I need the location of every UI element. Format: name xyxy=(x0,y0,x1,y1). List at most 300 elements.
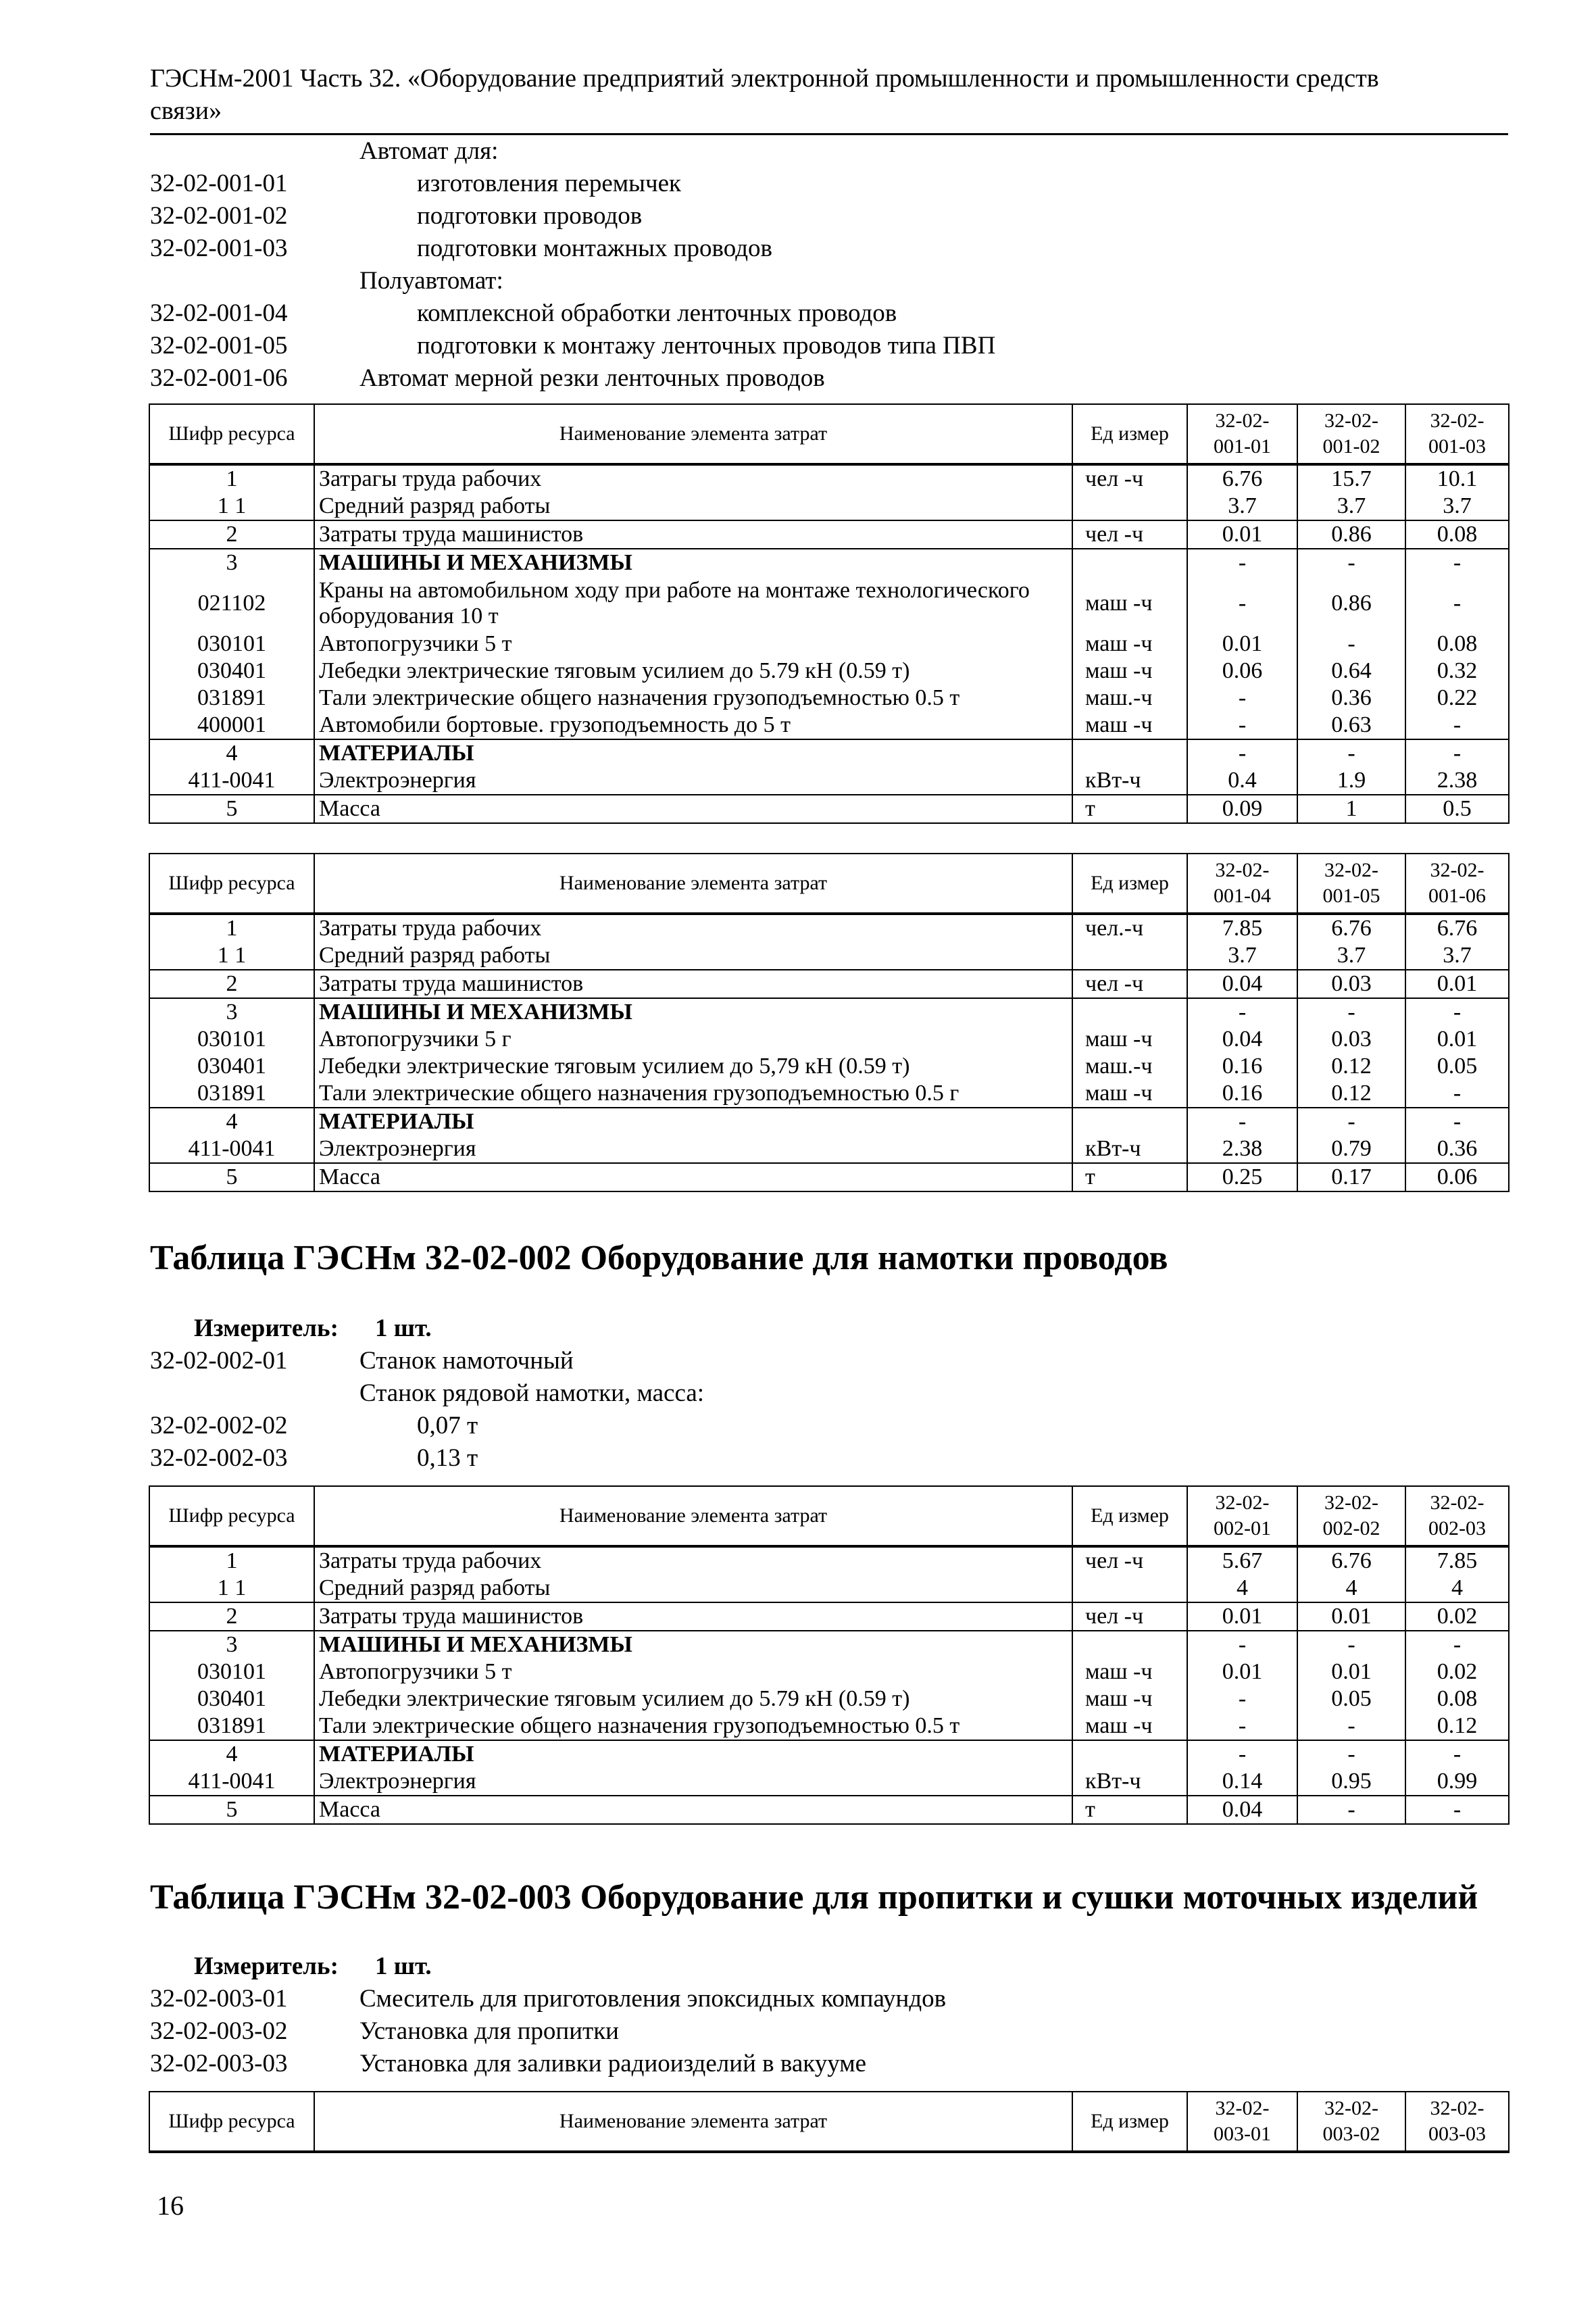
row-unit: чел -ч xyxy=(1072,520,1187,549)
code-description: подготовки монтажных проводов xyxy=(417,235,772,262)
row-cost-name: МАТЕРИАЛЫ xyxy=(314,1740,1072,1768)
row-cost-name: Автопогрузчики 5 т xyxy=(314,1658,1072,1685)
row-value: 0.32 xyxy=(1405,658,1509,685)
resource-code: 32-02-003-01 xyxy=(150,1985,288,2013)
row-unit: чел -ч xyxy=(1072,970,1187,998)
row-value: 3.7 xyxy=(1297,942,1405,970)
row-value: - xyxy=(1405,1740,1509,1768)
section3-measure xyxy=(150,1950,1508,1983)
row-value: 0.25 xyxy=(1187,1163,1297,1191)
measure-value: 1 шт. xyxy=(375,1952,432,1980)
row-value: - xyxy=(1405,739,1509,767)
code-description: Установка для заливки радиоизделий в вакууме xyxy=(359,2050,867,2077)
header-norm-code-line-2: 001-04 xyxy=(1214,885,1271,907)
resource-code: 32-02-003-02 xyxy=(150,2017,288,2045)
row-unit xyxy=(1072,998,1187,1026)
row-value: 5.67 xyxy=(1187,1546,1297,1575)
row-unit: чел.-ч xyxy=(1072,914,1187,942)
row-cost-name: Средний разряд работы xyxy=(314,493,1072,520)
table-row xyxy=(149,1026,1509,1053)
table-row xyxy=(149,464,1509,493)
code-list-row xyxy=(150,200,1508,232)
header-norm-code-line-2: 001-06 xyxy=(1428,885,1486,907)
table-row xyxy=(149,739,1509,767)
header-norm-code-line-2: 001-02 xyxy=(1322,435,1380,458)
table-row xyxy=(149,1740,1509,1768)
row-value: 3.7 xyxy=(1187,493,1297,520)
row-value: - xyxy=(1187,1631,1297,1658)
code-description: изготовления перемычек xyxy=(417,170,682,197)
header-norm-code-line-1: 32-02- xyxy=(1430,859,1485,881)
row-value: 0.03 xyxy=(1297,1026,1405,1053)
page-number: 16 xyxy=(157,2190,184,2221)
row-unit: маш.-ч xyxy=(1072,1053,1187,1080)
code-list-row xyxy=(150,265,1508,297)
header-norm-code-line-1: 32-02- xyxy=(1430,2097,1485,2119)
row-value: - xyxy=(1187,1740,1297,1768)
row-value: 0.4 xyxy=(1187,767,1297,795)
row-cost-name: Лебедки электрические тяговым усилием до 5,79 кН (0.59 т) xyxy=(314,1053,1072,1080)
section2-code-list xyxy=(150,1345,1508,1475)
row-value: 1 xyxy=(1297,795,1405,823)
row-value: - xyxy=(1297,631,1405,658)
row-unit: чел -ч xyxy=(1072,1602,1187,1631)
table-row xyxy=(149,795,1509,823)
row-value: 0.12 xyxy=(1297,1053,1405,1080)
resource-code: 32-02-002-02 xyxy=(150,1412,288,1439)
row-resource-code: 2 xyxy=(149,520,314,549)
table-row xyxy=(149,493,1509,520)
row-value: - xyxy=(1405,1108,1509,1135)
row-value: - xyxy=(1187,685,1297,712)
row-value: 0.08 xyxy=(1405,1685,1509,1713)
row-unit: чел -ч xyxy=(1072,464,1187,493)
header-code: Шифр ресурса xyxy=(149,2092,314,2152)
header-norm-code xyxy=(1297,2092,1405,2152)
row-value: 0.01 xyxy=(1187,520,1297,549)
code-list-row xyxy=(150,297,1508,330)
row-cost-name: Электроэнергия xyxy=(314,1135,1072,1163)
row-value: 0.86 xyxy=(1297,576,1405,631)
row-unit xyxy=(1072,942,1187,970)
code-description: Автомат для: xyxy=(359,137,499,165)
row-resource-code: 031891 xyxy=(149,685,314,712)
row-cost-name: МАТЕРИАЛЫ xyxy=(314,1108,1072,1135)
row-unit: маш.-ч xyxy=(1072,685,1187,712)
row-cost-name: МАШИНЫ И МЕХАНИЗМЫ xyxy=(314,549,1072,576)
code-list-row xyxy=(150,2015,1508,2048)
header-norm-code-line-1: 32-02- xyxy=(1324,410,1378,432)
row-resource-code: 4 xyxy=(149,1740,314,1768)
resource-code: 32-02-001-03 xyxy=(150,235,288,262)
row-value: - xyxy=(1297,1740,1405,1768)
row-unit xyxy=(1072,739,1187,767)
row-value: 4 xyxy=(1405,1575,1509,1602)
resource-table-003 xyxy=(149,2091,1510,2153)
table-row xyxy=(149,1163,1509,1191)
code-description: Полуавтомат: xyxy=(359,267,503,295)
header-norm-code-line-1: 32-02- xyxy=(1430,410,1485,432)
row-value: - xyxy=(1187,1685,1297,1713)
code-description: Станок рядовой намотки, масса: xyxy=(359,1379,705,1407)
section3-title: Таблица ГЭСНм 32-02-003 Оборудование для пропитки и сушки моточных изделий xyxy=(150,1878,1478,1917)
row-resource-code: 030401 xyxy=(149,1053,314,1080)
header-norm-code-line-2: 001-03 xyxy=(1428,435,1486,458)
header-unit: Ед измер xyxy=(1072,2092,1187,2152)
row-value: - xyxy=(1187,1713,1297,1740)
row-value: 4 xyxy=(1187,1575,1297,1602)
code-description: подготовки проводов xyxy=(417,202,643,230)
table-row xyxy=(149,914,1509,942)
row-cost-name: Масса xyxy=(314,1163,1072,1191)
header-norm-code-line-2: 003-02 xyxy=(1322,2123,1380,2145)
row-value: - xyxy=(1187,576,1297,631)
row-resource-code: 1 1 xyxy=(149,1575,314,1602)
row-value: 4 xyxy=(1297,1575,1405,1602)
row-value: 7.85 xyxy=(1405,1546,1509,1575)
resource-code: 32-02-003-03 xyxy=(150,2050,288,2077)
row-value: - xyxy=(1297,1108,1405,1135)
row-value: - xyxy=(1405,576,1509,631)
row-unit: маш -ч xyxy=(1072,631,1187,658)
table-row xyxy=(149,549,1509,576)
row-value: 0.04 xyxy=(1187,1796,1297,1824)
table-row xyxy=(149,1658,1509,1685)
code-list-row xyxy=(150,1442,1508,1475)
row-unit xyxy=(1072,493,1187,520)
row-cost-name: МАТЕРИАЛЫ xyxy=(314,739,1072,767)
measure-label: Измеритель: xyxy=(194,1314,339,1342)
row-value: 0.04 xyxy=(1187,970,1297,998)
table-row xyxy=(149,1135,1509,1163)
code-list-row xyxy=(150,168,1508,200)
code-list-row xyxy=(150,135,1508,168)
row-value: - xyxy=(1187,739,1297,767)
header-norm-code-line-2: 003-01 xyxy=(1214,2123,1271,2145)
header-code: Шифр ресурса xyxy=(149,404,314,464)
row-value: 0.16 xyxy=(1187,1080,1297,1108)
running-header xyxy=(150,62,1508,127)
row-unit xyxy=(1072,549,1187,576)
row-value: 0.63 xyxy=(1297,712,1405,739)
table-row xyxy=(149,1053,1509,1080)
code-description: комплексной обработки ленточных проводов xyxy=(417,299,897,327)
row-cost-name: Затрагы труда рабочих xyxy=(314,464,1072,493)
row-value: 0.01 xyxy=(1187,1658,1297,1685)
row-value: - xyxy=(1187,712,1297,739)
table-row xyxy=(149,1546,1509,1575)
header-norm-code-line-2: 002-03 xyxy=(1428,1517,1486,1540)
header-norm-code-line-2: 002-01 xyxy=(1214,1517,1271,1540)
row-resource-code: 5 xyxy=(149,1163,314,1191)
row-value: 0.06 xyxy=(1187,658,1297,685)
table-row xyxy=(149,712,1509,739)
row-value: 0.5 xyxy=(1405,795,1509,823)
row-value: - xyxy=(1187,1108,1297,1135)
row-value: 0.09 xyxy=(1187,795,1297,823)
table-row xyxy=(149,631,1509,658)
row-value: 3.7 xyxy=(1297,493,1405,520)
measure-label: Измеритель: xyxy=(194,1952,339,1980)
header-norm-code xyxy=(1405,1486,1509,1546)
row-resource-code: 030101 xyxy=(149,1658,314,1685)
row-resource-code: 3 xyxy=(149,1631,314,1658)
row-cost-name: Электроэнергия xyxy=(314,1768,1072,1796)
table-row xyxy=(149,1602,1509,1631)
row-value: 0.05 xyxy=(1297,1685,1405,1713)
header-norm-code-line-2: 002-02 xyxy=(1322,1517,1380,1540)
code-list-row xyxy=(150,1377,1508,1410)
row-value: - xyxy=(1405,549,1509,576)
row-resource-code: 1 xyxy=(149,464,314,493)
row-unit: маш -ч xyxy=(1072,1026,1187,1053)
running-header-line-1: ГЭСНм-2001 Часть 32. «Оборудование предприятий электронной промышленности и промышленности средств xyxy=(150,64,1379,93)
row-cost-name: Тали электрические общего назначения грузоподъемностью 0.5 г xyxy=(314,1080,1072,1108)
row-value: 7.85 xyxy=(1187,914,1297,942)
code-list-row xyxy=(150,1345,1508,1377)
header-norm-code-line-1: 32-02- xyxy=(1324,2097,1378,2119)
row-resource-code: 2 xyxy=(149,970,314,998)
header-norm-code-line-1: 32-02- xyxy=(1215,1492,1270,1514)
row-value: 0.12 xyxy=(1297,1080,1405,1108)
row-cost-name: Затраты труда рабочих xyxy=(314,1546,1072,1575)
row-unit: маш -ч xyxy=(1072,576,1187,631)
header-norm-code xyxy=(1187,854,1297,914)
row-cost-name: Масса xyxy=(314,795,1072,823)
row-unit: маш -ч xyxy=(1072,1658,1187,1685)
row-value: 0.36 xyxy=(1405,1135,1509,1163)
row-value: 6.76 xyxy=(1405,914,1509,942)
table-row xyxy=(149,1631,1509,1658)
row-value: 0.86 xyxy=(1297,520,1405,549)
row-value: - xyxy=(1297,549,1405,576)
row-cost-name: Тали электрические общего назначения грузоподъемностью 0.5 т xyxy=(314,1713,1072,1740)
row-value: 0.01 xyxy=(1297,1602,1405,1631)
row-value: 0.08 xyxy=(1405,631,1509,658)
resource-table-001-01-03 xyxy=(149,403,1510,824)
row-cost-name: МАШИНЫ И МЕХАНИЗМЫ xyxy=(314,1631,1072,1658)
row-value: 0.06 xyxy=(1405,1163,1509,1191)
resource-code: 32-02-002-01 xyxy=(150,1347,288,1375)
code-description: Станок намоточный xyxy=(359,1347,574,1375)
row-unit: т xyxy=(1072,795,1187,823)
header-norm-code-line-1: 32-02- xyxy=(1324,1492,1378,1514)
row-cost-name: Затраты труда рабочих xyxy=(314,914,1072,942)
row-value: 0.17 xyxy=(1297,1163,1405,1191)
row-resource-code: 021102 xyxy=(149,576,314,631)
table-row xyxy=(149,1796,1509,1824)
code-list-row xyxy=(150,362,1508,395)
measure-value: 1 шт. xyxy=(375,1314,432,1342)
table-row xyxy=(149,685,1509,712)
row-unit: чел -ч xyxy=(1072,1546,1187,1575)
row-cost-name: Лебедки электрические тяговым усилием до 5.79 кН (0.59 т) xyxy=(314,658,1072,685)
code-description: Смеситель для приготовления эпоксидных компаундов xyxy=(359,1985,947,2013)
code-description: Установка для пропитки xyxy=(359,2017,619,2045)
row-value: - xyxy=(1405,998,1509,1026)
header-norm-code-line-1: 32-02- xyxy=(1430,1492,1485,1514)
row-cost-name: Автопогрузчики 5 г xyxy=(314,1026,1072,1053)
row-resource-code: 3 xyxy=(149,998,314,1026)
section1-code-list xyxy=(150,135,1508,395)
header-code: Шифр ресурса xyxy=(149,854,314,914)
row-resource-code: 1 xyxy=(149,914,314,942)
row-unit: кВт-ч xyxy=(1072,1135,1187,1163)
row-resource-code: 030101 xyxy=(149,631,314,658)
header-norm-code-line-1: 32-02- xyxy=(1215,859,1270,881)
row-value: 0.16 xyxy=(1187,1053,1297,1080)
header-name: Наименование элемента затрат xyxy=(314,404,1072,464)
row-resource-code: 4 xyxy=(149,1108,314,1135)
table-row xyxy=(149,942,1509,970)
table-row xyxy=(149,576,1509,631)
table-row xyxy=(149,1108,1509,1135)
row-value: - xyxy=(1297,998,1405,1026)
header-norm-code xyxy=(1405,404,1509,464)
row-value: 6.76 xyxy=(1187,464,1297,493)
table-row xyxy=(149,1713,1509,1740)
table-row xyxy=(149,1575,1509,1602)
row-resource-code: 400001 xyxy=(149,712,314,739)
row-unit: маш -ч xyxy=(1072,1713,1187,1740)
row-value: 0.99 xyxy=(1405,1768,1509,1796)
row-cost-name: Автопогрузчики 5 т xyxy=(314,631,1072,658)
header-norm-code xyxy=(1187,1486,1297,1546)
row-value: - xyxy=(1405,1796,1509,1824)
row-resource-code: 031891 xyxy=(149,1713,314,1740)
row-value: 3.7 xyxy=(1187,942,1297,970)
row-cost-name: Затраты труда машинистов xyxy=(314,970,1072,998)
row-value: 0.95 xyxy=(1297,1768,1405,1796)
section2-title: Таблица ГЭСНм 32-02-002 Оборудование для намотки проводов xyxy=(150,1239,1168,1277)
row-unit: маш -ч xyxy=(1072,1080,1187,1108)
row-cost-name: Затраты труда машинистов xyxy=(314,1602,1072,1631)
row-value: 0.22 xyxy=(1405,685,1509,712)
row-value: 0.64 xyxy=(1297,658,1405,685)
row-value: 0.01 xyxy=(1297,1658,1405,1685)
resource-code: 32-02-001-05 xyxy=(150,332,288,360)
row-unit: т xyxy=(1072,1163,1187,1191)
table-row xyxy=(149,520,1509,549)
code-description: подготовки к монтажу ленточных проводов типа ПВП xyxy=(417,332,996,360)
header-norm-code xyxy=(1405,854,1509,914)
header-name: Наименование элемента затрат xyxy=(314,854,1072,914)
code-description: Автомат мерной резки ленточных проводов xyxy=(359,364,825,392)
resource-table-001-04-06 xyxy=(149,853,1510,1192)
row-unit xyxy=(1072,1631,1187,1658)
row-resource-code: 1 xyxy=(149,1546,314,1575)
row-resource-code: 411-0041 xyxy=(149,1135,314,1163)
header-norm-code-line-1: 32-02- xyxy=(1215,410,1270,432)
row-cost-name: Средний разряд работы xyxy=(314,942,1072,970)
row-unit: маш -ч xyxy=(1072,658,1187,685)
row-unit: маш -ч xyxy=(1072,1685,1187,1713)
row-value: 0.02 xyxy=(1405,1658,1509,1685)
row-value: 0.01 xyxy=(1405,970,1509,998)
row-unit: т xyxy=(1072,1796,1187,1824)
row-cost-name: Масса xyxy=(314,1796,1072,1824)
row-resource-code: 1 1 xyxy=(149,942,314,970)
table-row xyxy=(149,970,1509,998)
row-value: 0.01 xyxy=(1405,1026,1509,1053)
row-resource-code: 4 xyxy=(149,739,314,767)
row-unit xyxy=(1072,1740,1187,1768)
running-header-line-2: связи» xyxy=(150,97,222,125)
table-row xyxy=(149,998,1509,1026)
row-value: 3.7 xyxy=(1405,942,1509,970)
row-value: 2.38 xyxy=(1405,767,1509,795)
header-norm-code-line-2: 001-05 xyxy=(1322,885,1380,907)
row-resource-code: 3 xyxy=(149,549,314,576)
table-row xyxy=(149,767,1509,795)
resource-table-002 xyxy=(149,1485,1510,1825)
table-row xyxy=(149,1685,1509,1713)
code-list-row xyxy=(150,1983,1508,2015)
header-name: Наименование элемента затрат xyxy=(314,2092,1072,2152)
row-unit: кВт-ч xyxy=(1072,767,1187,795)
row-value: 0.79 xyxy=(1297,1135,1405,1163)
code-list-row xyxy=(150,330,1508,362)
code-description: 0,13 т xyxy=(417,1444,478,1472)
row-value: 0.36 xyxy=(1297,685,1405,712)
row-unit xyxy=(1072,1575,1187,1602)
row-cost-name: Краны на автомобильном ходу при работе на монтаже технологического оборудования 10 т xyxy=(314,576,1072,631)
row-resource-code: 411-0041 xyxy=(149,1768,314,1796)
header-norm-code xyxy=(1297,404,1405,464)
row-cost-name: Автомобили бортовые. грузоподъемность до 5 т xyxy=(314,712,1072,739)
table-row xyxy=(149,658,1509,685)
row-value: 0.01 xyxy=(1187,1602,1297,1631)
resource-code: 32-02-001-02 xyxy=(150,202,288,230)
row-resource-code: 1 1 xyxy=(149,493,314,520)
header-norm-code-line-1: 32-02- xyxy=(1324,859,1378,881)
resource-code: 32-02-001-01 xyxy=(150,170,288,197)
code-list-row xyxy=(150,232,1508,265)
row-resource-code: 411-0041 xyxy=(149,767,314,795)
table-row xyxy=(149,1768,1509,1796)
header-norm-code-line-2: 003-03 xyxy=(1428,2123,1486,2145)
header-norm-code xyxy=(1297,1486,1405,1546)
row-resource-code: 5 xyxy=(149,795,314,823)
row-value: 3.7 xyxy=(1405,493,1509,520)
row-resource-code: 031891 xyxy=(149,1080,314,1108)
row-unit xyxy=(1072,1108,1187,1135)
code-list-row xyxy=(150,1410,1508,1442)
resource-code: 32-02-002-03 xyxy=(150,1444,288,1472)
row-cost-name: Электроэнергия xyxy=(314,767,1072,795)
row-value: 2.38 xyxy=(1187,1135,1297,1163)
row-value: 0.02 xyxy=(1405,1602,1509,1631)
row-value: - xyxy=(1297,1796,1405,1824)
row-value: 10.1 xyxy=(1405,464,1509,493)
row-value: 0.14 xyxy=(1187,1768,1297,1796)
header-norm-code-line-1: 32-02- xyxy=(1215,2097,1270,2119)
header-norm-code xyxy=(1187,404,1297,464)
header-norm-code xyxy=(1187,2092,1297,2152)
row-resource-code: 030101 xyxy=(149,1026,314,1053)
header-norm-code-line-2: 001-01 xyxy=(1214,435,1271,458)
code-description: 0,07 т xyxy=(417,1412,478,1439)
row-resource-code: 030401 xyxy=(149,1685,314,1713)
header-norm-code xyxy=(1297,854,1405,914)
row-value: - xyxy=(1297,1713,1405,1740)
row-value: 1.9 xyxy=(1297,767,1405,795)
row-value: - xyxy=(1297,739,1405,767)
header-unit: Ед измер xyxy=(1072,404,1187,464)
resource-code: 32-02-001-06 xyxy=(150,364,288,392)
row-cost-name: Затраты труда машинистов xyxy=(314,520,1072,549)
row-unit: маш -ч xyxy=(1072,712,1187,739)
